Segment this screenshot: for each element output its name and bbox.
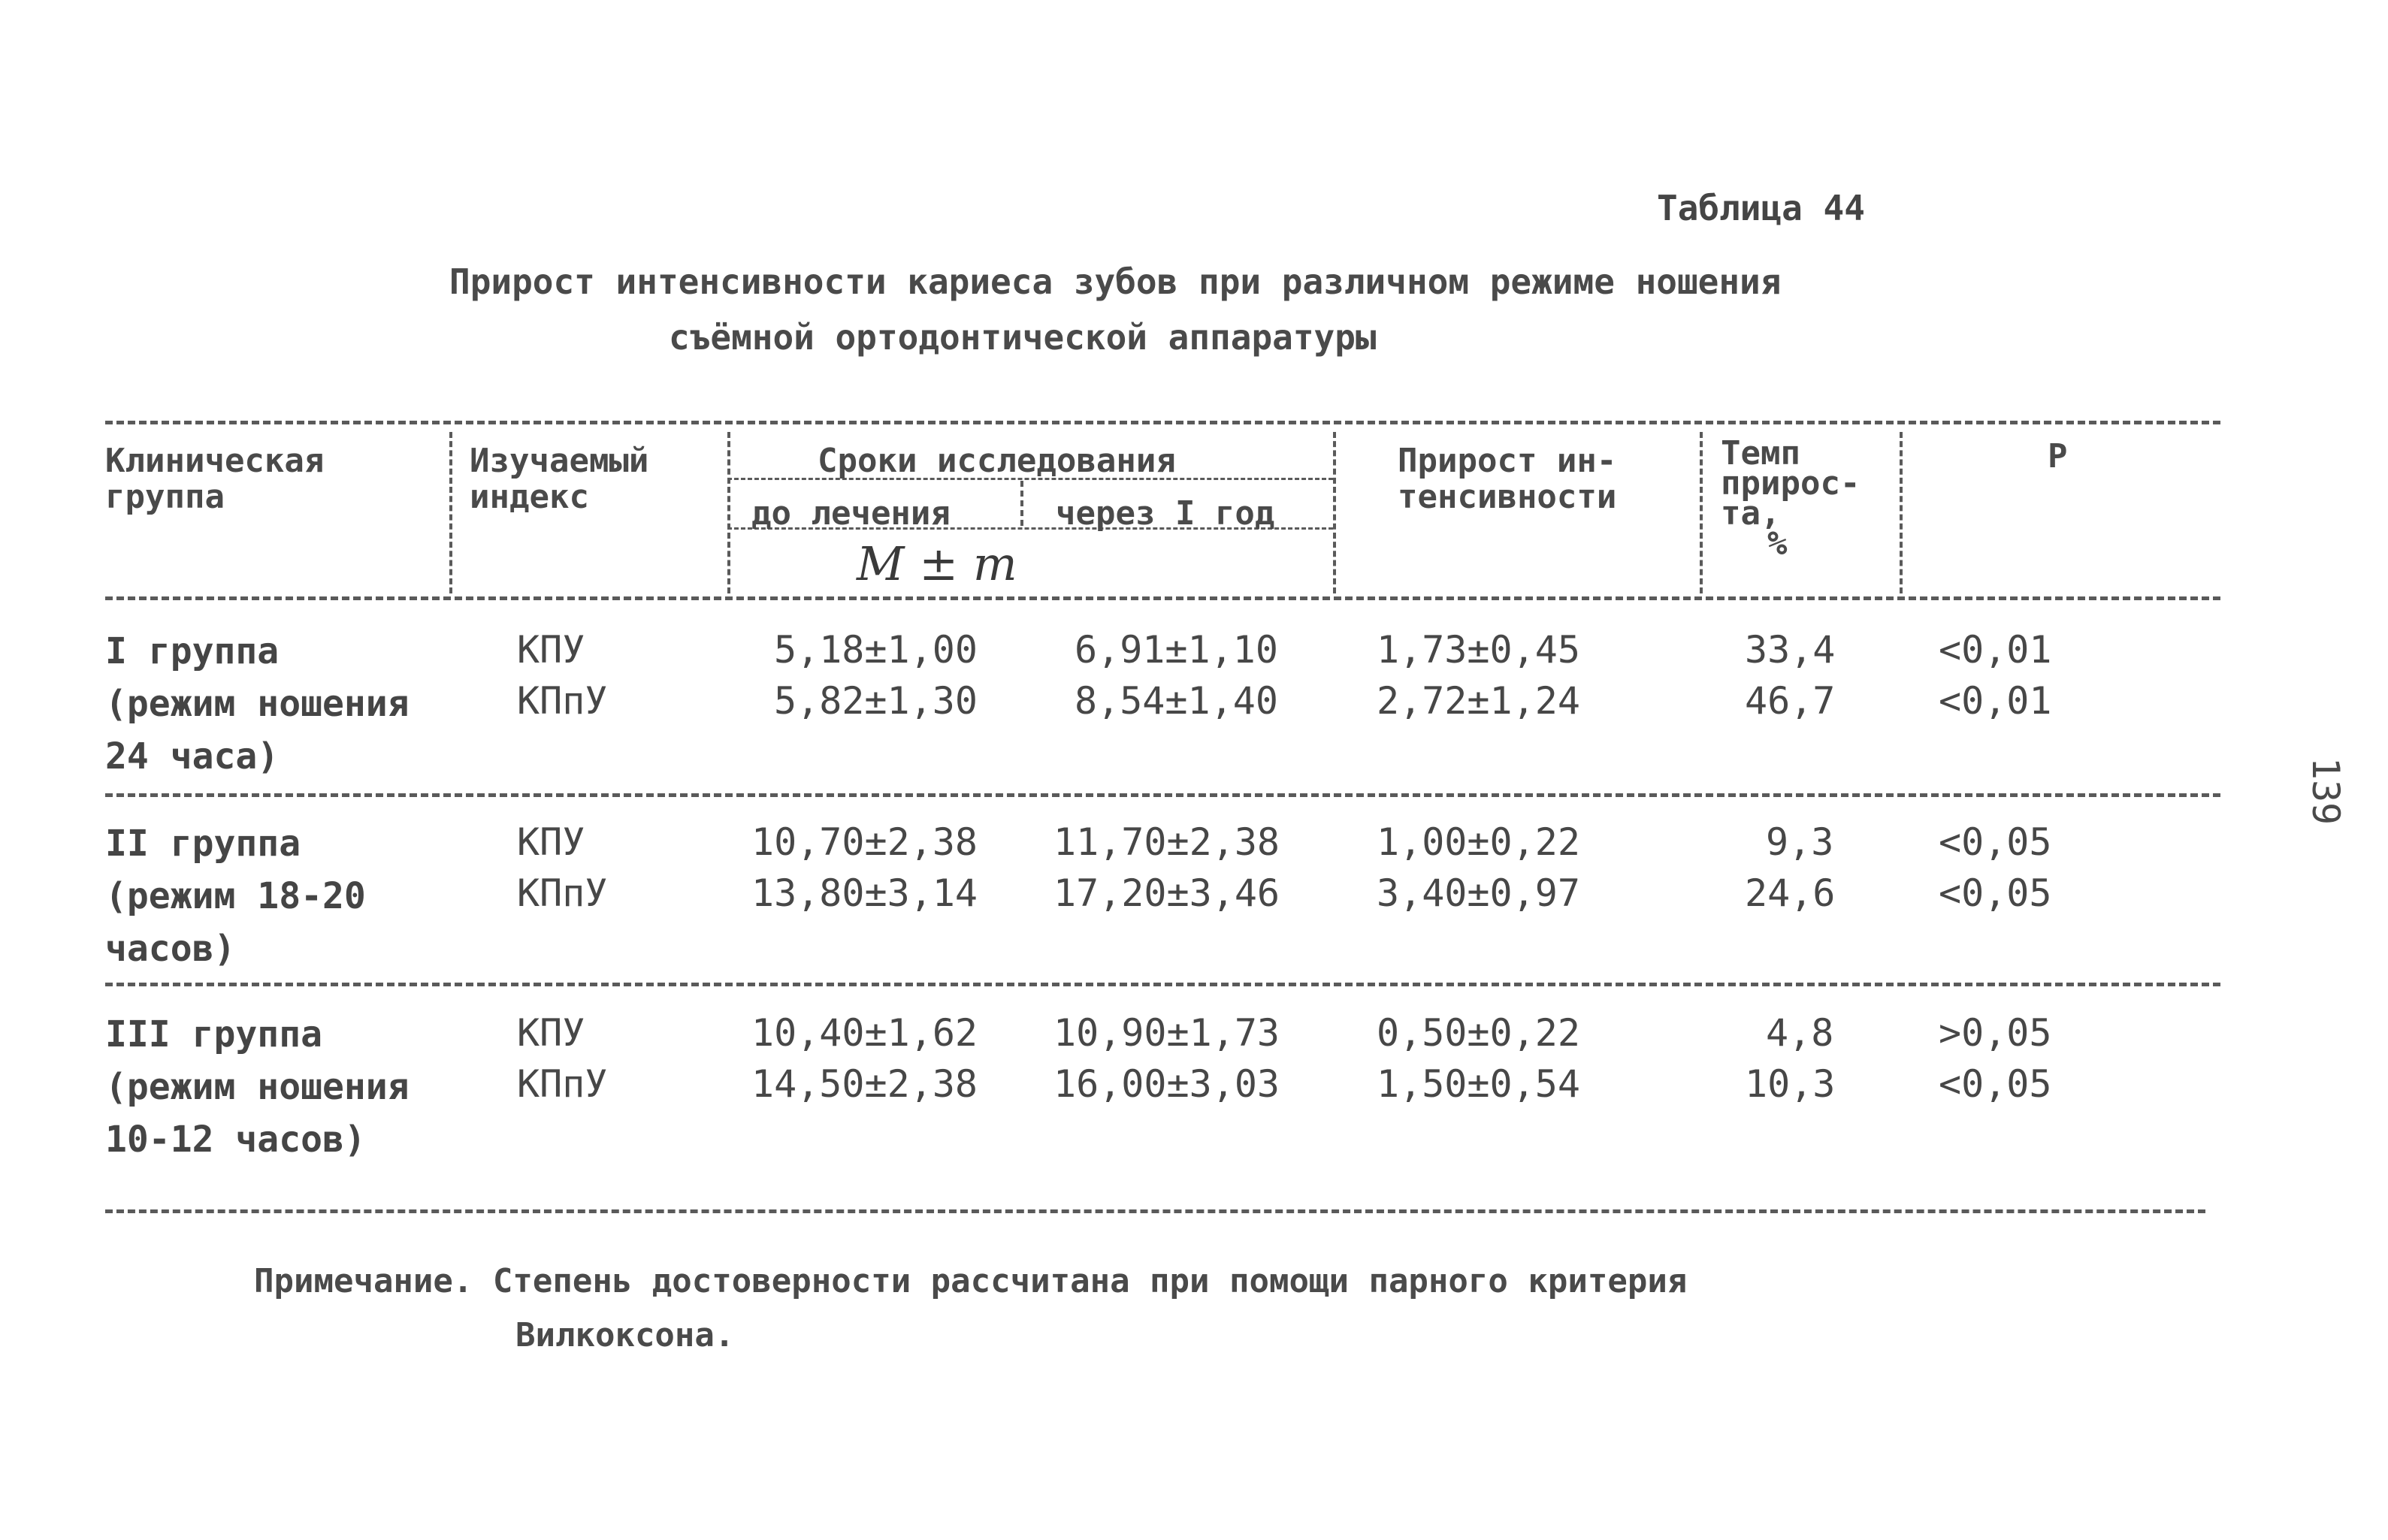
g1-r1-increase: 1,73±0,45 <box>1377 628 1580 672</box>
g1-r1-p: <0,01 <box>1939 628 2052 672</box>
group1-bottom-rule <box>105 793 2220 797</box>
table-bottom-rule <box>105 1209 2205 1213</box>
g3-r1-p: >0,05 <box>1939 1011 2052 1055</box>
g3-r2-index: КПпУ <box>517 1062 608 1106</box>
g2-r2-index: КПпУ <box>517 871 608 915</box>
table-label: Таблица 44 <box>1657 188 1865 228</box>
g2-r1-rate: 9,3 <box>1766 820 1834 864</box>
g2-r1-p: <0,05 <box>1939 820 2052 864</box>
g3-r2-before: 14,50±2,38 <box>751 1062 978 1106</box>
header-sep-6 <box>1900 432 1903 593</box>
g1-r1-rate: 33,4 <box>1745 628 1836 672</box>
header-sep-4 <box>1333 432 1336 593</box>
header-terms: Сроки исследования <box>818 442 1176 480</box>
table-title-line2: съёмной ортодонтической аппаратуры <box>669 317 1377 358</box>
g3-r1-rate: 4,8 <box>1766 1011 1834 1055</box>
g1-r1-after: 6,91±1,10 <box>1075 628 1278 672</box>
g2-r1-index: КПУ <box>517 820 585 864</box>
group2-bottom-rule <box>105 983 2220 986</box>
header-rate: Темп прирос- та, % <box>1721 434 1861 563</box>
group-3-name: III группа (режим ношения 10-12 часов) <box>105 1013 410 1161</box>
table-top-rule <box>105 421 2220 424</box>
header-sep-3 <box>1020 481 1023 526</box>
g1-r2-index: КПпУ <box>517 679 608 723</box>
g1-r1-index: КПУ <box>517 628 585 672</box>
g2-r2-rate: 24,6 <box>1745 871 1836 915</box>
header-sep-1 <box>449 432 452 593</box>
header-sep-5 <box>1700 432 1703 593</box>
g3-r1-index: КПУ <box>517 1011 585 1055</box>
g2-r2-increase: 3,40±0,97 <box>1377 871 1580 915</box>
table-title-line1: Прирост интенсивности кариеса зубов при различном режиме ношения <box>449 261 1782 302</box>
table-note-line2: Вилкоксона. <box>515 1316 735 1354</box>
g1-r2-p: <0,01 <box>1939 679 2052 723</box>
g1-r2-rate: 46,7 <box>1745 679 1836 723</box>
g1-r1-before: 5,18±1,00 <box>774 628 978 672</box>
mean-notation: M ± m <box>857 536 1017 591</box>
header-before: до лечения <box>751 494 951 533</box>
header-sep-2 <box>727 432 730 593</box>
g3-r2-increase: 1,50±0,54 <box>1377 1062 1580 1106</box>
table-note-line1: Примечание. Степень достоверности рассчитана при помощи парного критерия <box>254 1262 1688 1300</box>
g1-r2-before: 5,82±1,30 <box>774 679 978 723</box>
g2-r1-increase: 1,00±0,22 <box>1377 820 1580 864</box>
g3-r2-after: 16,00±3,03 <box>1053 1062 1280 1106</box>
header-after: через I год <box>1056 494 1275 533</box>
header-increase: Прирост ин- тенсивности <box>1398 442 1617 516</box>
g3-r1-before: 10,40±1,62 <box>751 1011 978 1055</box>
header-p: P <box>2048 437 2068 476</box>
g2-r1-before: 10,70±2,38 <box>751 820 978 864</box>
header-group: Клиническая группа <box>105 442 325 516</box>
g3-r2-rate: 10,3 <box>1745 1062 1836 1106</box>
g2-r1-after: 11,70±2,38 <box>1053 820 1280 864</box>
g3-r1-after: 10,90±1,73 <box>1053 1011 1280 1055</box>
header-bottom-rule <box>105 596 2220 600</box>
g1-r2-after: 8,54±1,40 <box>1075 679 1278 723</box>
g2-r2-after: 17,20±3,46 <box>1053 871 1280 915</box>
g2-r2-before: 13,80±3,14 <box>751 871 978 915</box>
group-2-name: II группа (режим 18-20 часов) <box>105 823 366 970</box>
g1-r2-increase: 2,72±1,24 <box>1377 679 1580 723</box>
g3-r2-p: <0,05 <box>1939 1062 2052 1106</box>
group-1-name: I группа (режим ношения 24 часа) <box>105 630 410 778</box>
g2-r2-p: <0,05 <box>1939 871 2052 915</box>
g3-r1-increase: 0,50±0,22 <box>1377 1011 1580 1055</box>
page-number: 139 <box>2304 756 2348 826</box>
header-index: Изучаемый индекс <box>470 442 649 516</box>
